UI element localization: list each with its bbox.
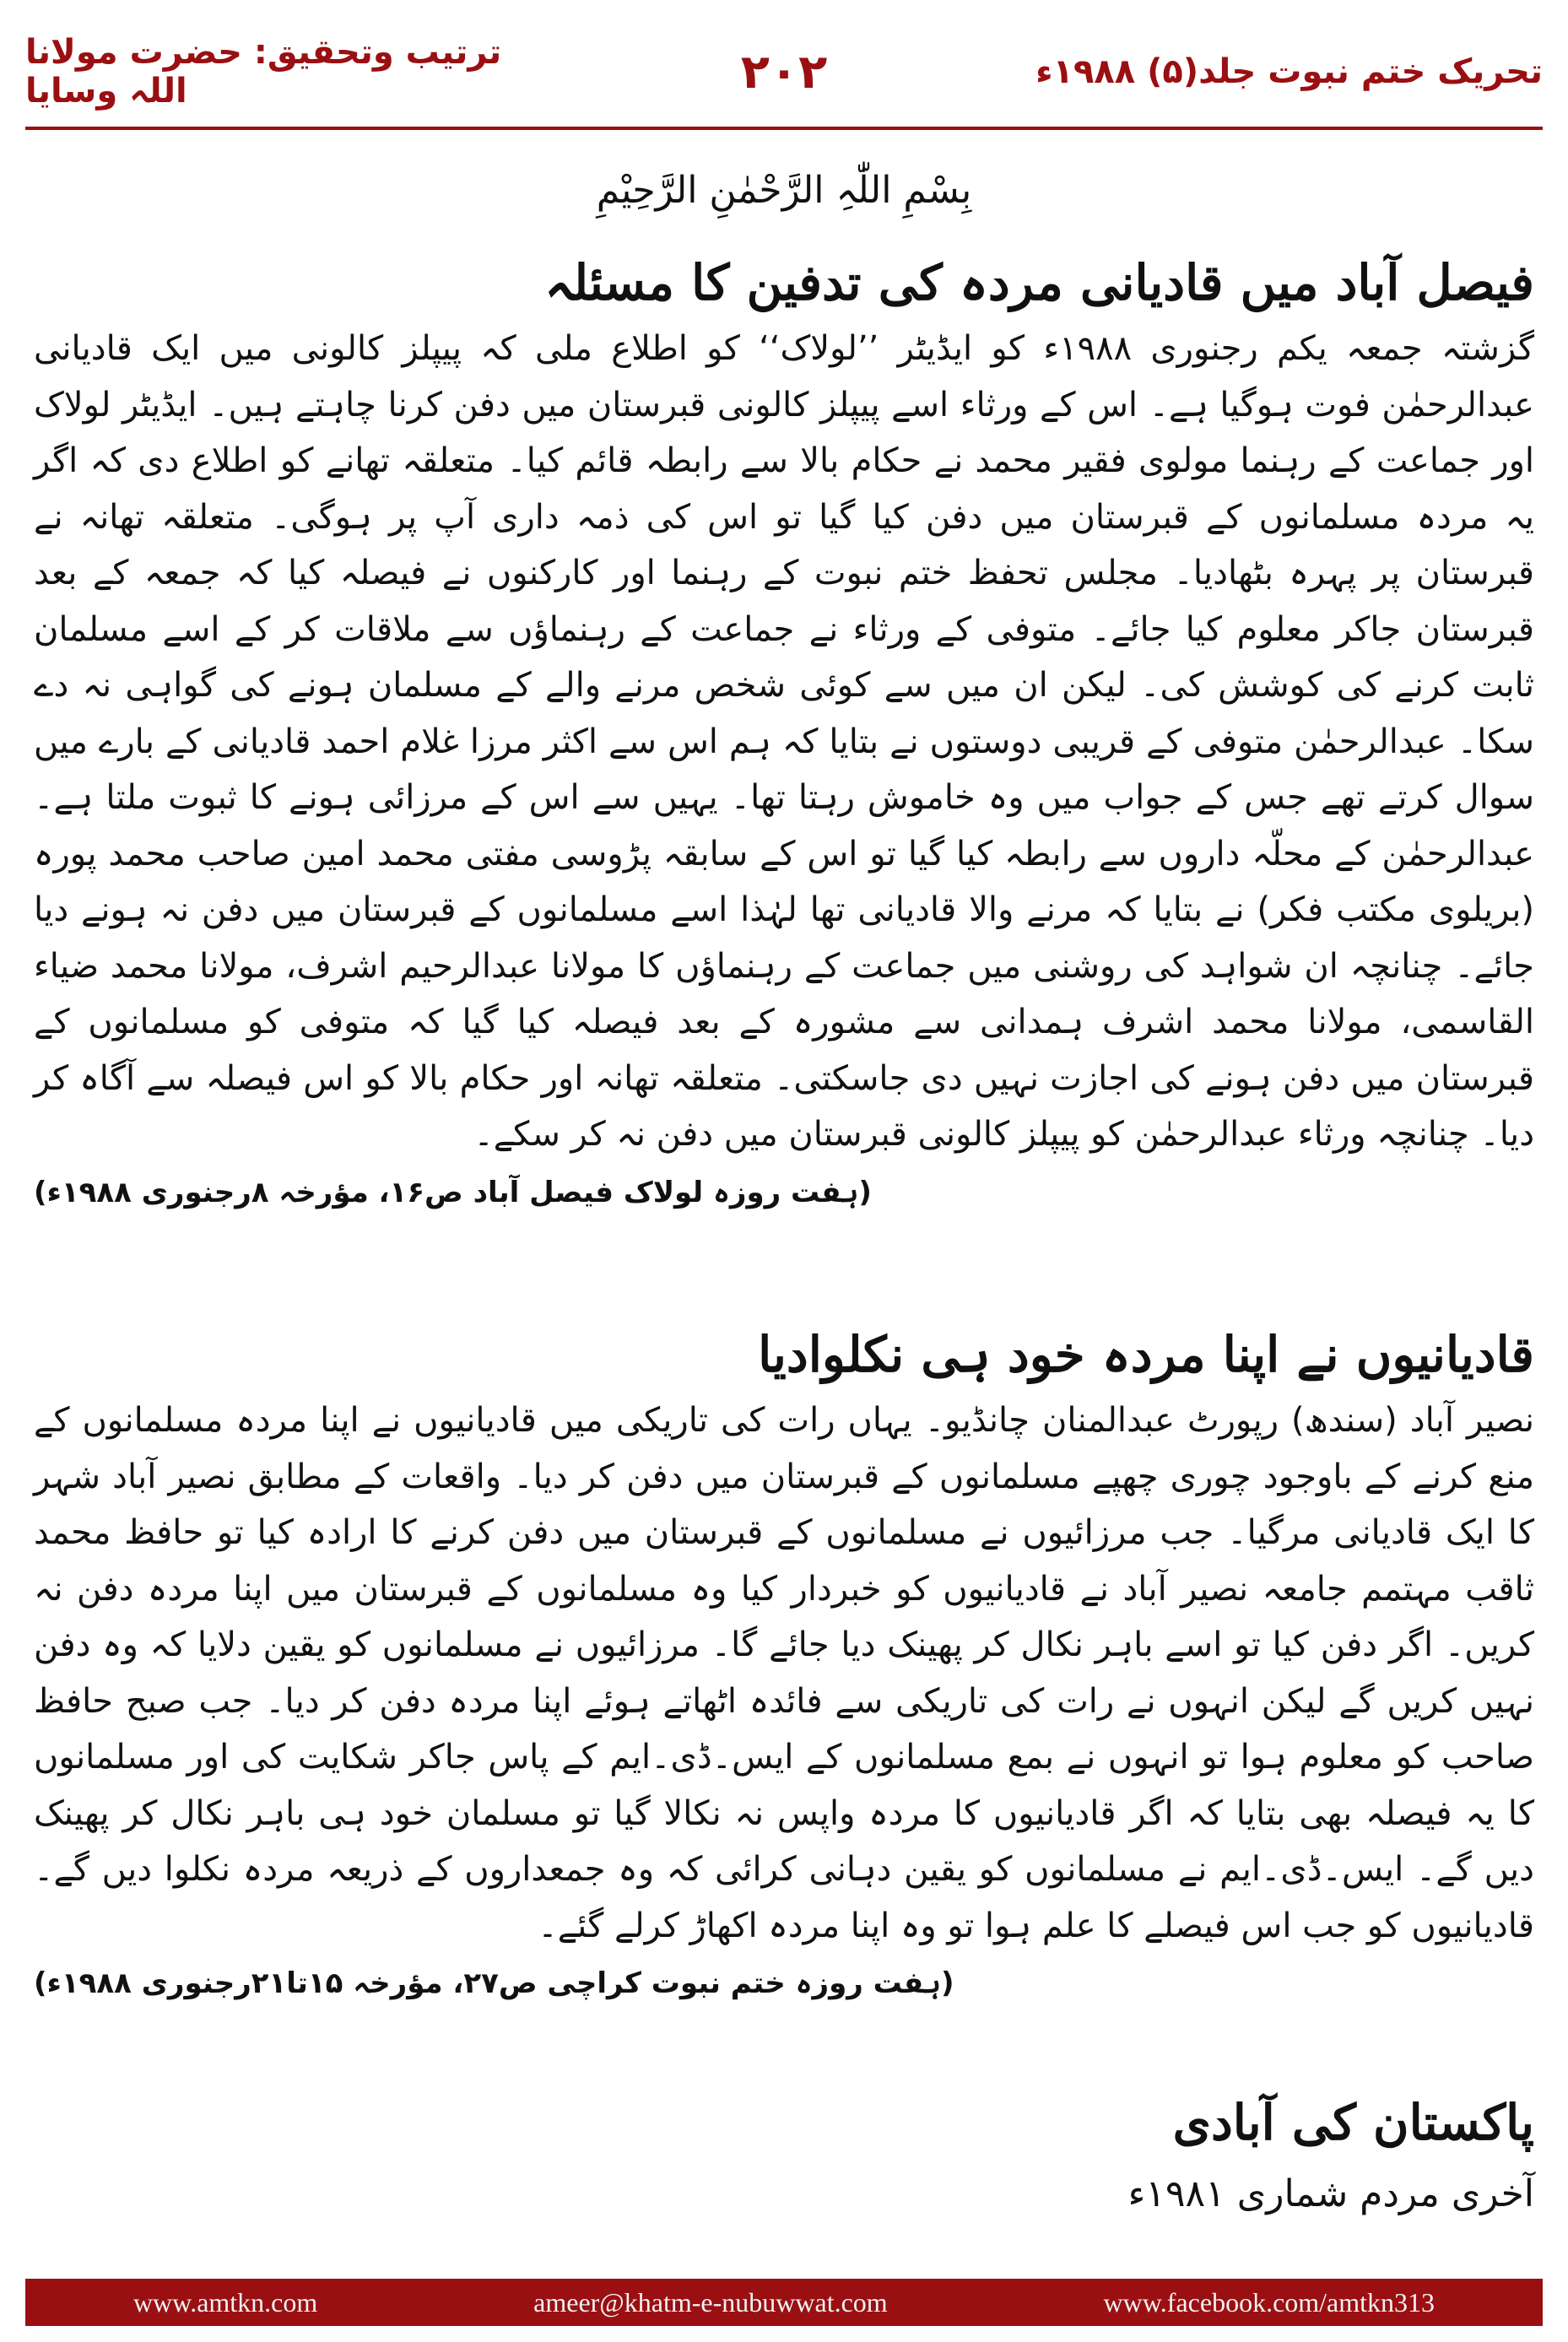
- footer-email-link[interactable]: ameer@khatm-e-nubuwwat.com: [533, 2286, 888, 2318]
- page-number: ۲۰۲: [740, 44, 828, 100]
- bismillah: بِسْمِ اللّٰہِ الرَّحْمٰنِ الرَّحِیْمِ: [596, 169, 972, 212]
- section-subtitle: آخری مردم شماری ۱۹۸۱ء: [1127, 2172, 1534, 2215]
- footer-website-link[interactable]: www.amtkn.com: [132, 2286, 318, 2318]
- source-citation: (ہفت روزہ لولاک فیصل آباد ص۱۶، مؤرخہ ۸رجنوری ۱۹۸۸ء): [34, 1175, 872, 1209]
- section-faisalabad: [34, 245, 1534, 1222]
- section-title: فیصل آباد میں قادیانی مردہ کی تدفین کا مسئلہ: [544, 254, 1534, 311]
- section-title: پاکستان کی آبادی: [1172, 2094, 1534, 2151]
- header-series-title: تحریک ختم نبوت جلد(۵) ۱۹۸۸ء: [1035, 52, 1543, 91]
- page-footer: [25, 2279, 1543, 2326]
- source-citation: (ہفت روزہ ختم نبوت کراچی ص۲۷، مؤرخہ ۱۵تا۲۱رجنوری ۱۹۸۸ء): [34, 1966, 954, 2000]
- header-compiler: ترتیب وتحقیق: حضرت مولانا اللہ وسایا: [25, 33, 502, 111]
- section-nasirabad: [34, 1317, 1534, 2013]
- section-title: قادیانیوں نے اپنا مردہ خود ہی نکلوادیا: [758, 1326, 1534, 1383]
- footer-facebook-link[interactable]: www.facebook.com/amtkn313: [1103, 2286, 1436, 2318]
- section-population: [34, 2085, 1534, 2228]
- section-body: نصیر آباد (سندھ) رپورٹ عبدالمنان چانڈیو۔ یہاں رات کی تاریکی میں قادیانیوں نے اپنا مردہ مسلمانوں کے منع کرنے کے باوجود چوری چھپے مسلمانوں کے قبرستان میں دفن کر دیا۔ واقعات کے مطابق نصیر آباد شہر کا ایک قادیانی مرگیا۔ جب مرزائیوں نے مسلمانوں کے قبرستان میں دفن کرنے کا ارادہ کیا تو حافظ محمد ثاقب مہتمم جامعہ نصیر آباد نے قادیانیوں کو خبردار کیا وہ مسلمانوں کے قبرستان میں اپنا مردہ دفن نہ کریں۔ اگر دفن کیا تو اسے باہر نکال کر پھینک دیا جائے گا۔ مرزائیوں نے مسلمانوں کو یقین دلایا کہ وہ دفن نہیں کریں گے لیکن انہوں نے رات کی تاریکی سے فائدہ اٹھاتے ہوئے اپنا مردہ دفن کر دیا۔ جب صبح حافظ صاحب کو معلوم ہوا تو انہوں نے بمع مسلمانوں کے ایس۔ڈی۔ایم کے پاس جاکر شکایت کی اور مسلمانوں کا یہ فیصلہ بھی بتایا کہ اگر قادیانیوں کا مردہ واپس نہ نکالا گیا تو مسلمان خود ہی باہر نکال کر پھینک دیں گے۔ ایس۔ڈی۔ایم نے مسلمانوں کو یقین دہانی کرائی کہ وہ جمعداروں کے ذریعہ مردہ نکلوا دیں گے۔ قادیانیوں کو جب اس فیصلے کا علم ہوا تو وہ اپنا مردہ اکھاڑ کرلے گئے۔: [34, 1401, 1535, 1945]
- page-header: [25, 25, 1543, 118]
- header-rule: [25, 127, 1543, 130]
- section-body: گزشتہ جمعہ یکم رجنوری ۱۹۸۸ء کو ایڈیٹر ’’لولاک‘‘ کو اطلاع ملی کہ پیپلز کالونی میں ایک قادیانی عبدالرحمٰن فوت ہوگیا ہے۔ اس کے ورثاء اسے پیپلز کالونی قبرستان میں دفن کرنا چاہتے ہیں۔ ایڈیٹر لولاک اور جماعت کے رہنما مولوی فقیر محمد نے حکام بالا سے رابطہ قائم کیا۔ متعلقہ تھانے کو اطلاع دی کہ اگر یہ مردہ مسلمانوں کے قبرستان میں دفن کیا گیا تو اس کی ذمہ داری آپ پر ہوگی۔ متعلقہ تھانہ نے قبرستان پر پہرہ بٹھادیا۔ مجلس تحفظ ختم نبوت کے رہنما اور کارکنوں نے فیصلہ کیا کہ جمعہ کے بعد قبرستان جاکر معلوم کیا جائے۔ متوفی کے ورثاء نے جماعت کے رہنماؤں سے ملاقات کر کے اسے مسلمان ثابت کرنے کی کوشش کی۔ لیکن ان میں سے کوئی شخص مرنے والے کے مسلمان ہونے کی گواہی نہ دے سکا۔ عبدالرحمٰن متوفی کے قریبی دوستوں نے بتایا کہ ہم اس سے اکثر مرزا غلام احمد قادیانی کے بارے میں سوال کرتے تھے جس کے جواب میں وہ خاموش رہتا تھا۔ یہیں سے اس کے مرزائی ہونے کا ثبوت ملتا ہے۔ عبدالرحمٰن کے محلّہ داروں سے رابطہ کیا گیا تو اس کے سابقہ پڑوسی مفتی محمد امین صاحب محمد پورہ (بریلوی مکتب فکر) نے بتایا کہ مرنے والا قادیانی تھا لہٰذا اسے مسلمانوں کے قبرستان میں دفن نہ ہونے دیا جائے۔ چنانچہ ان شواہد کی روشنی میں جماعت کے رہنماؤں کا مولانا عبدالرحیم اشرف، مولانا محمد ضیاء القاسمی، مولانا محمد اشرف ہمدانی سے مشورہ کے بعد فیصلہ کیا گیا کہ متوفی کو مسلمانوں کے قبرستان میں دفن ہونے کی اجازت نہیں دی جاسکتی۔ متعلقہ تھانہ اور حکام بالا کو اس فیصلہ سے آگاہ کر دیا۔ چنانچہ ورثاء عبدالرحمٰن کو پیپلز کالونی قبرستان میں دفن نہ کر سکے۔: [34, 329, 1534, 1154]
